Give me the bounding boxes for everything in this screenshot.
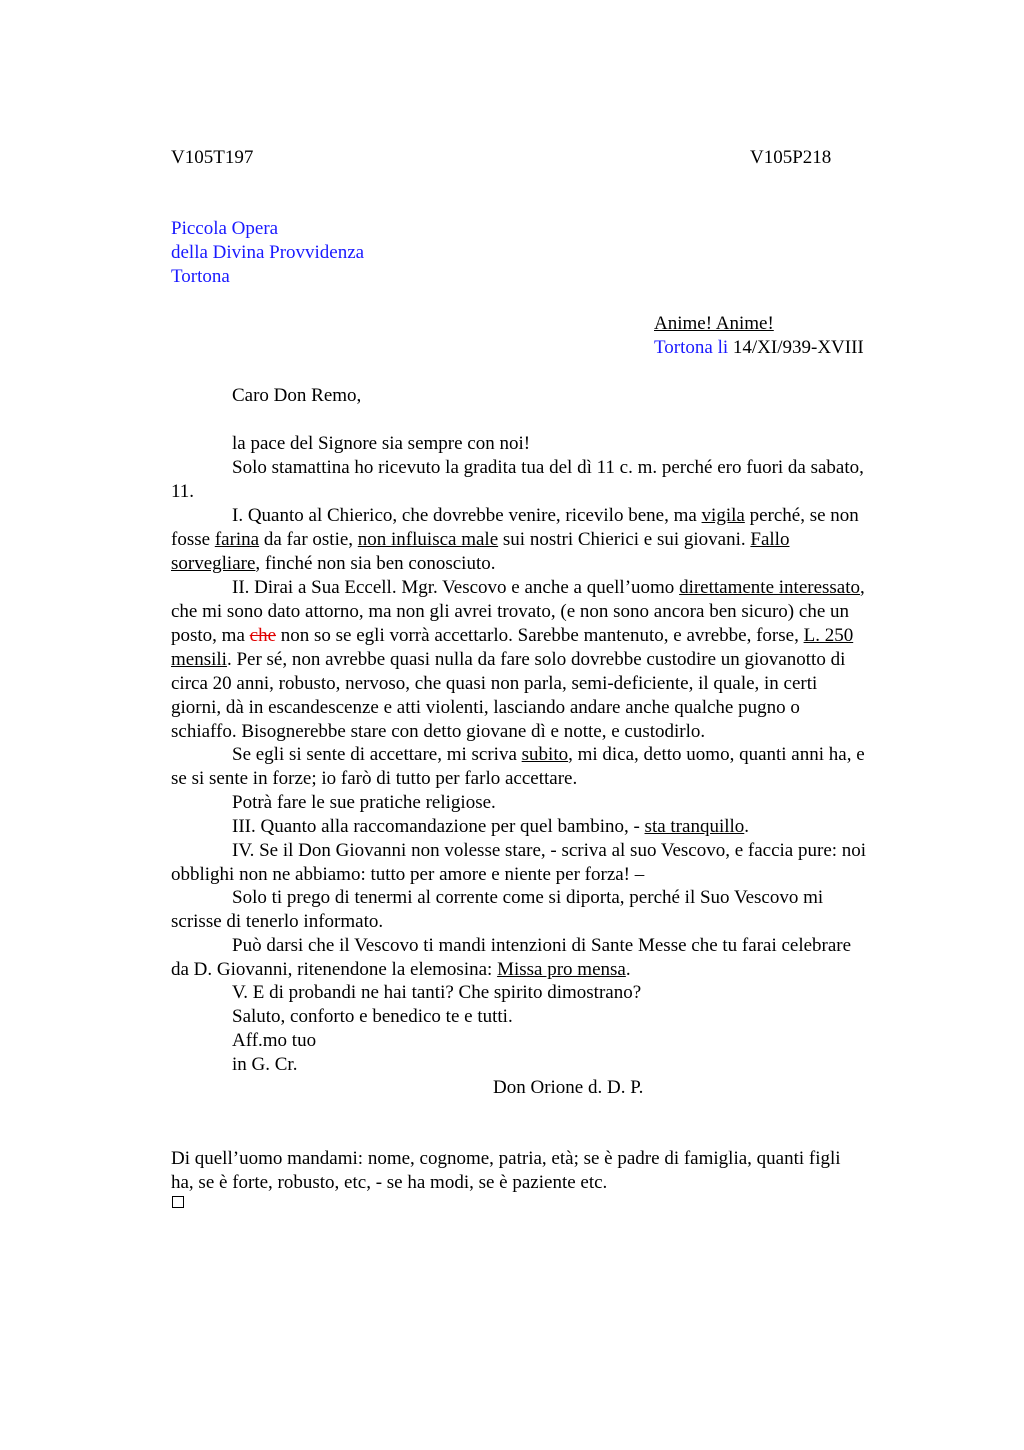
body-line: da D. Giovanni, ritenendone la elemosina: Missa pro mensa. [171,959,631,980]
body-line: la pace del Signore sia sempre con noi! [232,433,531,454]
body-line: II. Dirai a Sua Eccell. Mgr. Vescovo e anche a quell’uomo direttamente interessato, [232,577,865,598]
body-line: obblighi non ne abbiamo: tutto per amore e niente per forza! – [171,864,645,885]
motto: Anime! Anime! [654,313,774,334]
body-line: sorvegliare, finché non sia ben conosciuto. [171,553,496,574]
underlined-text: farina [214,529,260,550]
header-left-code: V105T197 [171,147,254,168]
dateline-place: Tortona li [654,337,729,358]
closing-line-2: in G. Cr. [232,1054,298,1075]
underlined-text: sta tranquillo [644,816,745,837]
letterhead-line-3: Tortona [171,266,230,287]
underlined-text: vigila [701,505,745,526]
body-line: IV. Se il Don Giovanni non volesse stare, - scriva al suo Vescovo, e faccia pure: noi [232,840,867,861]
body-line: fosse farina da far ostie, non influisca male sui nostri Chierici e sui giovani. Fallo [171,529,790,550]
body-line: I. Quanto al Chierico, che dovrebbe venire, ricevilo bene, ma vigila perché, se non [232,505,859,526]
salutation: Caro Don Remo, [232,385,362,406]
body-line: Può darsi che il Vescovo ti mandi intenzioni di Sante Messe che tu farai celebrare [232,935,852,956]
body-line: mensili. Per sé, non avrebbe quasi nulla da fare solo dovrebbe custodire un giovanotto di [171,649,846,670]
postscript-line-1: Di quell’uomo mandami: nome, cognome, patria, età; se è padre di famiglia, quanti figli [171,1148,841,1169]
underlined-text: sorvegliare [171,553,256,574]
body-line: Saluto, conforto e benedico te e tutti. [232,1006,513,1027]
underlined-text: Missa pro mensa [497,959,626,980]
underlined-text: mensili [171,649,227,670]
underlined-text: direttamente interessato [679,577,861,598]
dateline [654,337,864,359]
dateline-date: 14/XI/939-XVIII [732,337,864,358]
body-line: circa 20 anni, robusto, nervoso, che quasi non parla, semi-deficiente, il quale, in certi [171,673,818,694]
body-line: schiaffo. Bisognerebbe stare con detto giovane dì e notte, e custodirlo. [171,721,706,742]
body-line: Potrà fare le sue pratiche religiose. [232,792,496,813]
letterhead-line-2: della Divina Provvidenza [171,242,365,263]
signature: Don Orione d. D. P. [493,1077,644,1098]
postscript-line-2: ha, se è forte, robusto, etc, - se ha modi, se è paziente etc. [171,1172,608,1193]
body-line: posto, ma che non so se egli vorrà accettarlo. Sarebbe mantenuto, e avrebbe, forse, L. 250 [171,625,854,646]
checkbox-square-icon [172,1196,184,1208]
body-line: Solo stamattina ho ricevuto la gradita tua del dì 11 c. m. perché ero fuori da sabato, [232,457,864,478]
underlined-text: non influisca male [357,529,499,550]
header-right-code: V105P218 [750,147,832,168]
body-line: Se egli si sente di accettare, mi scriva subito, mi dica, detto uomo, quanti anni ha, e [232,744,865,765]
body-line: che mi sono dato attorno, ma non gli avrei trovato, (e non sono ancora ben sicuro) che un [171,601,849,622]
underlined-text: Fallo [750,529,790,550]
struck-text: che [249,625,277,646]
body-line: V. E di probandi ne hai tanti? Che spirito dimostrano? [232,982,642,1003]
body-line: III. Quanto alla raccomandazione per quel bambino, - sta tranquillo. [232,816,750,837]
closing-line-1: Aff.mo tuo [232,1030,317,1051]
body-line: scrisse di tenerlo informato. [171,911,384,932]
underlined-text: L. 250 [803,625,854,646]
body-line: giorni, dà in escandescenze e atti violenti, lasciando andare anche qualche pugno o [171,697,800,718]
body-line: Solo ti prego di tenermi al corrente come si diporta, perché il Suo Vescovo mi [232,887,824,908]
body-line: 11. [171,481,195,502]
underlined-text: subito [521,744,569,765]
body-line: se si sente in forze; io farò di tutto per farlo accettare. [171,768,578,789]
letterhead-line-1: Piccola Opera [171,218,279,239]
